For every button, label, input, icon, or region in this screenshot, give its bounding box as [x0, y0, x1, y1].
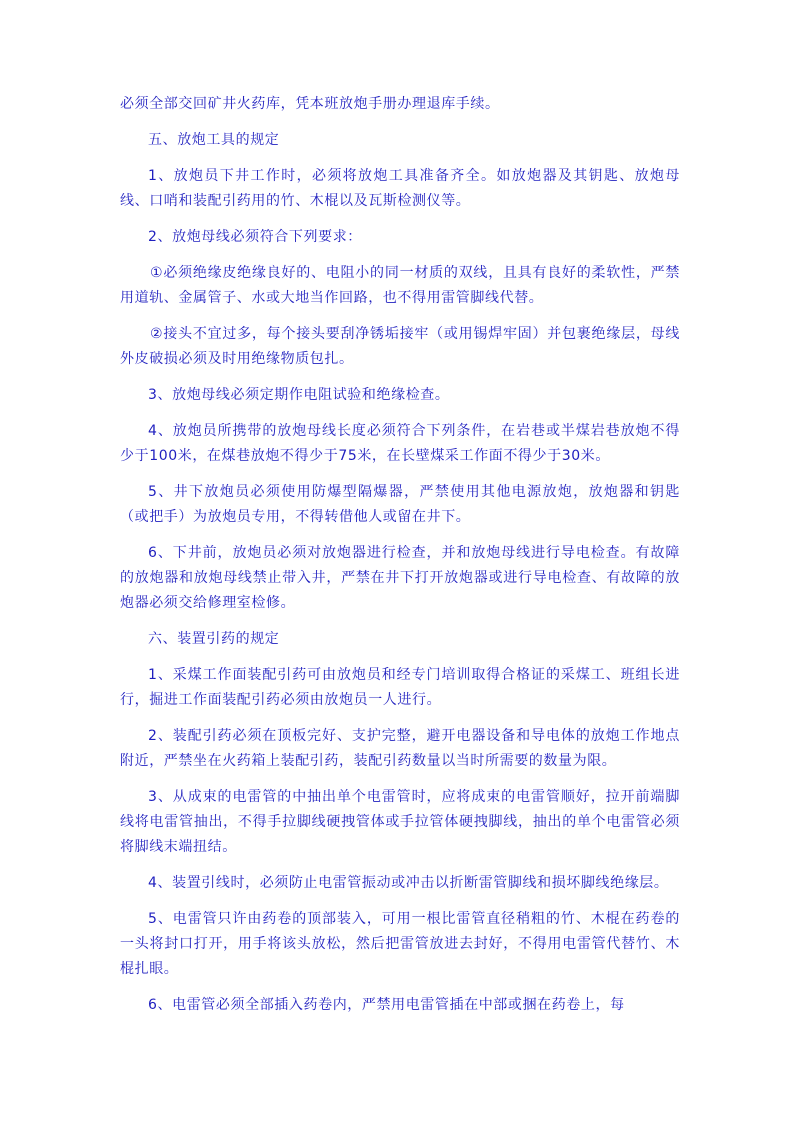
paragraph: 5、电雷管只许由药卷的顶部装入，可用一根比雷管直径稍粗的竹、木棍在药卷的一头将封口打开，用手将该头放松，然后把雷管放进去封好，不得用电雷管代替竹、木棍扎眼。: [120, 911, 680, 977]
document-body: [120, 92, 680, 1029]
paragraph: 6、下井前，放炮员必须对放炮器进行检查，并和放炮母线进行导电检查。有故障的放炮器和放炮母线禁止带入井，严禁在井下打开放炮器或进行导电检查、有故障的放炮器必须交给修理室检修。: [120, 545, 680, 611]
paragraph: 3、放炮母线必须定期作电阻试验和绝缘检查。: [148, 387, 450, 403]
paragraph: 必须全部交回矿井火药库，凭本班放炮手册办理退库手续。: [120, 96, 500, 112]
paragraph: 4、装置引线时，必须防止电雷管振动或冲击以折断雷管脚线和损坏脚线绝缘层。: [148, 875, 669, 891]
paragraph: 1、放炮员下井工作时，必须将放炮工具准备齐全。如放炮器及其钥匙、放炮母线、口哨和装配引药用的竹、木棍以及瓦斯检测仪等。: [120, 168, 680, 209]
paragraph: 2、装配引药必须在顶板完好、支护完整，避开电器设备和导电体的放炮工作地点附近，严禁坐在火药箱上装配引药，装配引药数量以当时所需要的数量为限。: [120, 728, 680, 769]
paragraph: 1、采煤工作面装配引药可由放炮员和经专门培训取得合格证的采煤工、班组长进行，掘进工作面装配引药必须由放炮员一人进行。: [120, 667, 680, 708]
section-heading: 六、装置引药的规定: [148, 631, 280, 647]
paragraph: 6、电雷管必须全部插入药卷内，严禁用电雷管插在中部或捆在药卷上，每: [148, 997, 625, 1013]
section-heading: 五、放炮工具的规定: [148, 132, 280, 148]
paragraph: 5、井下放炮员必须使用防爆型隔爆器，严禁使用其他电源放炮，放炮器和钥匙（或把手）为放炮员专用，不得转借他人或留在井下。: [120, 484, 680, 525]
paragraph: 3、从成束的电雷管的中抽出单个电雷管时，应将成束的电雷管顺好，拉开前端脚线将电雷管抽出，不得手拉脚线硬拽管体或手拉管体硬拽脚线，抽出的单个电雷管必须将脚线末端扭结。: [120, 789, 680, 855]
paragraph: 4、放炮员所携带的放炮母线长度必须符合下列条件，在岩巷或半煤岩巷放炮不得少于100米，在煤巷放炮不得少于75米，在长壁煤采工作面不得少于30米。: [120, 423, 680, 464]
paragraph: 2、放炮母线必须符合下列要求：: [148, 229, 362, 245]
paragraph: ①必须绝缘皮绝缘良好的、电阻小的同一材质的双线，且具有良好的柔软性，严禁用道轨、金属管子、水或大地当作回路，也不得用雷管脚线代替。: [120, 265, 680, 306]
paragraph: ②接头不宜过多，每个接头要刮净锈垢接牢（或用锡焊牢固）并包裹绝缘层，母线外皮破损必须及时用绝缘物质包扎。: [120, 326, 680, 367]
